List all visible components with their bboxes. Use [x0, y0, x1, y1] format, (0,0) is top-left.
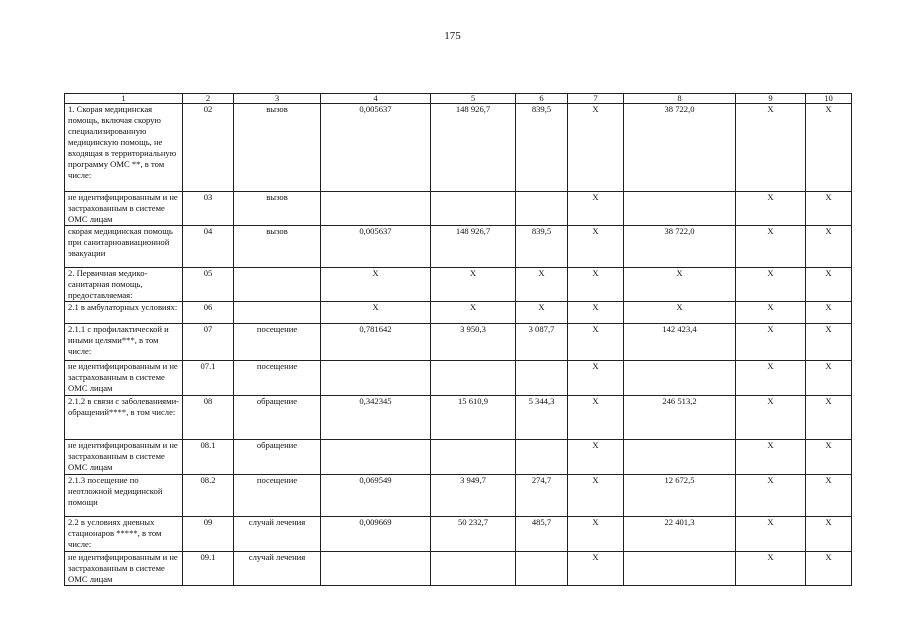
table-cell-c9: X — [736, 475, 806, 517]
table-cell-c10: X — [806, 475, 852, 517]
table-cell-c9: X — [736, 324, 806, 361]
table-cell-c7: X — [568, 226, 624, 268]
table-cell-c6 — [516, 192, 568, 226]
table-cell-unit — [234, 268, 321, 302]
table-cell-c8: X — [624, 268, 736, 302]
table-cell-c10: X — [806, 396, 852, 440]
table-cell-c4: 0,009669 — [321, 517, 431, 552]
table-cell-name: 2. Первичная медико-санитарная помощь, предоставляемая: — [65, 268, 183, 302]
table-cell-c4: 0,069549 — [321, 475, 431, 517]
column-header: 9 — [736, 94, 806, 104]
table-row — [65, 475, 852, 517]
table-cell-c8 — [624, 361, 736, 396]
table-cell-c4: X — [321, 268, 431, 302]
table-cell-c10: X — [806, 552, 852, 586]
table-cell-unit: вызов — [234, 226, 321, 268]
table-cell-c5 — [431, 440, 516, 475]
table-cell-c9: X — [736, 517, 806, 552]
column-header: 7 — [568, 94, 624, 104]
table-cell-c8 — [624, 440, 736, 475]
table-cell-c9: X — [736, 302, 806, 324]
table-cell-c6: 839,5 — [516, 104, 568, 192]
table-cell-c4 — [321, 552, 431, 586]
table-cell-c4: 0,005637 — [321, 104, 431, 192]
column-header: 8 — [624, 94, 736, 104]
table-row — [65, 440, 852, 475]
table-cell-c5: 50 232,7 — [431, 517, 516, 552]
table-cell-c5: X — [431, 302, 516, 324]
column-header: 6 — [516, 94, 568, 104]
table-cell-name: 2.1.2 в связи с заболеваниями-обращений****, в том числе: — [65, 396, 183, 440]
table-header-row — [65, 94, 852, 104]
page-number: 175 — [444, 30, 461, 42]
column-header: 1 — [65, 94, 183, 104]
table-row — [65, 324, 852, 361]
table-cell-c5: X — [431, 268, 516, 302]
table-cell-code: 07 — [183, 324, 234, 361]
table-cell-name: не идентифицированным и не застрахованным в системе ОМС лицам — [65, 361, 183, 396]
table-cell-c7: X — [568, 361, 624, 396]
table-cell-unit: вызов — [234, 104, 321, 192]
table-row — [65, 361, 852, 396]
table-cell-code: 04 — [183, 226, 234, 268]
table-row — [65, 226, 852, 268]
table-cell-c5 — [431, 361, 516, 396]
table-cell-code: 09.1 — [183, 552, 234, 586]
table-cell-c10: X — [806, 302, 852, 324]
table-cell-name: не идентифицированным и не застрахованным в системе ОМС лицам — [65, 192, 183, 226]
table-cell-code: 07.1 — [183, 361, 234, 396]
table-cell-c8: 12 672,5 — [624, 475, 736, 517]
table-cell-c8 — [624, 552, 736, 586]
table-cell-c8: 22 401,3 — [624, 517, 736, 552]
table-cell-c6: 485,7 — [516, 517, 568, 552]
table-cell-c4: X — [321, 302, 431, 324]
table-cell-c5: 3 949,7 — [431, 475, 516, 517]
table-cell-unit: случай лечения — [234, 517, 321, 552]
table-cell-name: 2.1.1 с профилактической и иными целями***, в том числе: — [65, 324, 183, 361]
column-header: 10 — [806, 94, 852, 104]
table-cell-c5: 3 950,3 — [431, 324, 516, 361]
table-cell-c6: X — [516, 268, 568, 302]
table-cell-c5: 15 610,9 — [431, 396, 516, 440]
table-cell-c10: X — [806, 104, 852, 192]
table-cell-c7: X — [568, 104, 624, 192]
table-cell-c6 — [516, 361, 568, 396]
table-cell-c4: 0,005637 — [321, 226, 431, 268]
table-cell-c10: X — [806, 517, 852, 552]
table-cell-code: 03 — [183, 192, 234, 226]
table-cell-name: не идентифицированным и не застрахованным в системе ОМС лицам — [65, 440, 183, 475]
table-cell-c8: X — [624, 302, 736, 324]
table-cell-name: скорая медицинская помощь при санитарноавиационной эвакуации — [65, 226, 183, 268]
table-cell-name: 2.1.3 посещение по неотложной медицинской помощи — [65, 475, 183, 517]
table-cell-c9: X — [736, 396, 806, 440]
table-row — [65, 104, 852, 192]
table-cell-c4: 0,781642 — [321, 324, 431, 361]
table-cell-c6: 5 344,3 — [516, 396, 568, 440]
table-cell-unit — [234, 302, 321, 324]
table-cell-c9: X — [736, 192, 806, 226]
table-cell-c6 — [516, 552, 568, 586]
table-cell-c7: X — [568, 475, 624, 517]
table-cell-c4 — [321, 440, 431, 475]
table-cell-code: 09 — [183, 517, 234, 552]
table-cell-c5: 148 926,7 — [431, 104, 516, 192]
table-cell-c5 — [431, 192, 516, 226]
table-cell-c10: X — [806, 192, 852, 226]
table-cell-c6: 3 087,7 — [516, 324, 568, 361]
table-cell-c7: X — [568, 517, 624, 552]
table-cell-c8: 38 722,0 — [624, 226, 736, 268]
table-cell-c4 — [321, 192, 431, 226]
table-cell-c10: X — [806, 226, 852, 268]
table-cell-unit: случай лечения — [234, 552, 321, 586]
table-cell-c8 — [624, 192, 736, 226]
table-cell-c10: X — [806, 268, 852, 302]
table-cell-c9: X — [736, 552, 806, 586]
table-cell-c10: X — [806, 324, 852, 361]
table-cell-c9: X — [736, 104, 806, 192]
column-header: 5 — [431, 94, 516, 104]
table-cell-c10: X — [806, 361, 852, 396]
column-header: 2 — [183, 94, 234, 104]
table-cell-c5 — [431, 552, 516, 586]
table-cell-c9: X — [736, 268, 806, 302]
table-row — [65, 192, 852, 226]
table-row — [65, 396, 852, 440]
table-cell-c7: X — [568, 396, 624, 440]
table-cell-c9: X — [736, 440, 806, 475]
table-cell-unit: посещение — [234, 324, 321, 361]
table-cell-code: 08.1 — [183, 440, 234, 475]
table-cell-c4 — [321, 361, 431, 396]
table-row — [65, 552, 852, 586]
table-cell-unit: вызов — [234, 192, 321, 226]
table-cell-c8: 246 513,2 — [624, 396, 736, 440]
table-cell-code: 08.2 — [183, 475, 234, 517]
table-cell-c6: 274,7 — [516, 475, 568, 517]
table-cell-code: 05 — [183, 268, 234, 302]
table-cell-code: 08 — [183, 396, 234, 440]
table-cell-c6: 839,5 — [516, 226, 568, 268]
table-cell-name: не идентифицированным и не застрахованным в системе ОМС лицам — [65, 552, 183, 586]
column-header: 3 — [234, 94, 321, 104]
table-cell-c5: 148 926,7 — [431, 226, 516, 268]
table-cell-c6 — [516, 440, 568, 475]
financing-table — [64, 93, 852, 586]
table-cell-code: 02 — [183, 104, 234, 192]
table-cell-unit: обращение — [234, 440, 321, 475]
table-cell-c10: X — [806, 440, 852, 475]
table-cell-c7: X — [568, 268, 624, 302]
table-cell-c7: X — [568, 324, 624, 361]
table-row — [65, 268, 852, 302]
table-row — [65, 517, 852, 552]
table-cell-c7: X — [568, 192, 624, 226]
table-cell-unit: обращение — [234, 396, 321, 440]
table-cell-unit: посещение — [234, 361, 321, 396]
table-cell-c6: X — [516, 302, 568, 324]
table-cell-c7: X — [568, 552, 624, 586]
table-cell-c8: 38 722,0 — [624, 104, 736, 192]
table-cell-code: 06 — [183, 302, 234, 324]
table-cell-unit: посещение — [234, 475, 321, 517]
table-cell-c4: 0,342345 — [321, 396, 431, 440]
table-cell-c9: X — [736, 226, 806, 268]
table-cell-c9: X — [736, 361, 806, 396]
table-cell-c8: 142 423,4 — [624, 324, 736, 361]
table-row — [65, 302, 852, 324]
table-cell-name: 1. Скорая медицинская помощь, включая скорую специализированную медицинскую помощь, не входящая в территориальную программу ОМС **, в том числе: — [65, 104, 183, 192]
column-header: 4 — [321, 94, 431, 104]
table-cell-c7: X — [568, 440, 624, 475]
table-cell-name: 2.1 в амбулаторных условиях: — [65, 302, 183, 324]
table-cell-c7: X — [568, 302, 624, 324]
table-cell-name: 2.2 в условиях дневных стационаров *****, в том числе: — [65, 517, 183, 552]
